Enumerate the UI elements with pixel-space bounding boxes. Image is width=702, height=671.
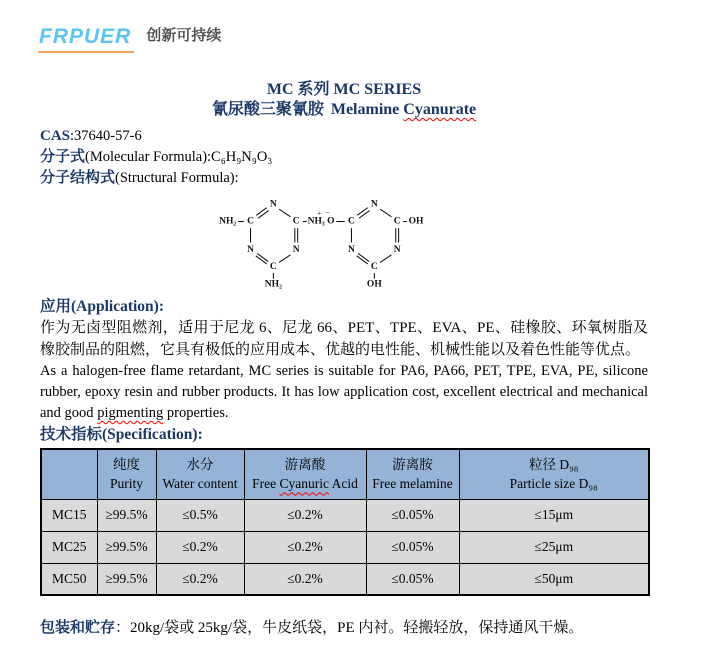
title-block — [40, 80, 648, 120]
table-row — [41, 531, 649, 563]
spec-col-size-cn: 粒径 D₉₈ — [528, 457, 579, 473]
spec-col-acid-en — [245, 474, 366, 493]
spec-col-acid-cn: 游离酸 — [284, 457, 326, 473]
atom-n-icon: N — [269, 199, 277, 210]
application-text-en-part: properties. — [163, 405, 229, 421]
cas-value: :37640-57-6 — [70, 128, 142, 144]
table-row — [41, 499, 649, 531]
atom-nh2-icon: NH₂ — [219, 216, 237, 227]
cell-amine: ≤0.05% — [366, 531, 459, 563]
atom-c-icon: C — [370, 262, 378, 273]
table-row — [41, 563, 649, 595]
spec-col-acid-en-part: Acid — [329, 476, 358, 492]
brand-logo: FRPUER — [38, 25, 134, 53]
packaging-storage-line — [40, 616, 648, 637]
cell-size: ≤25μm — [459, 531, 649, 563]
structural-formula-value: (Structural Formula): — [115, 170, 239, 186]
atom-n-icon: N — [292, 245, 300, 256]
atom-c-icon: C — [292, 216, 300, 227]
cas-line — [40, 126, 648, 147]
specification-heading: 技术指标(Specification): — [40, 426, 203, 443]
structural-formula-line — [40, 168, 648, 189]
spec-col-model-header — [41, 449, 97, 499]
spec-col-purity-en: Purity — [109, 476, 143, 492]
document-body — [40, 80, 648, 637]
cell-acid: ≤0.2% — [244, 531, 366, 563]
spec-col-water-cn: 水分 — [186, 457, 214, 473]
molecular-formula-value: (Molecular Formula):C₆H₉N₉O₃ — [85, 149, 273, 165]
atom-o-icon: O — [327, 216, 335, 227]
molecular-formula-line — [40, 147, 648, 168]
atom-c-icon: C — [247, 216, 254, 227]
cell-size: ≤50μm — [459, 563, 649, 595]
cell-acid: ≤0.2% — [244, 563, 366, 595]
doc-subtitle-en: Melamine — [330, 101, 404, 118]
doc-title: MC 系列 MC SERIES — [266, 81, 422, 98]
cell-size: ≤15μm — [459, 499, 649, 531]
spec-col-water-en: Water content — [162, 476, 238, 492]
spec-col-purity-header — [97, 449, 156, 499]
structural-formula-figure — [212, 192, 648, 294]
doc-subtitle-cn: 氰尿酸三聚氰胺 — [211, 101, 324, 118]
letterhead — [38, 24, 221, 53]
spec-col-acid-header — [244, 449, 366, 499]
cell-model: MC50 — [41, 563, 97, 595]
atom-n-icon: N — [370, 199, 378, 210]
specification-table — [40, 448, 650, 596]
cell-model: MC15 — [41, 499, 97, 531]
atom-c-icon: C — [393, 216, 401, 227]
spec-col-amine-en: Free melamine — [372, 476, 453, 492]
atom-n-icon: N — [393, 245, 401, 256]
spec-col-amine-cn: 游离胺 — [392, 457, 433, 473]
doc-subtitle-en-spellcheck: Cyanurate — [403, 101, 477, 118]
plus-charge-icon: + — [317, 209, 321, 217]
spec-header-row — [41, 449, 649, 499]
chemical-structure-diagram — [212, 192, 430, 292]
spec-col-water-header — [156, 449, 244, 499]
molecular-formula-label: 分子式 — [40, 149, 86, 165]
atom-oh-icon: OH — [366, 279, 382, 290]
product-properties — [40, 126, 648, 189]
cell-water: ≤0.5% — [156, 499, 244, 531]
cell-water: ≤0.2% — [156, 531, 244, 563]
spec-col-size-en: Particle size D₉₈ — [509, 476, 598, 492]
application-text-cn: 作为无卤型阻燃剂，适用于尼龙 6、尼龙 66、PET、TPE、EVA、PE、硅橡胶、环氧树脂及橡胶制品的阻燃，它具有极低的应用成本、优越的电性能、机械性能以及着色性能等优点。 — [40, 320, 648, 358]
cas-label: CAS — [40, 128, 71, 144]
atom-c-icon: C — [348, 216, 355, 227]
atom-n-icon: N — [247, 245, 254, 256]
spec-col-acid-en-spellcheck: Cyanuric — [279, 476, 329, 492]
brand-tagline: 创新可持续 — [146, 27, 222, 44]
atom-oh-icon: OH — [408, 216, 424, 227]
application-text-en — [40, 361, 648, 424]
spec-col-purity-cn: 纯度 — [113, 457, 140, 473]
atom-c-icon: C — [269, 262, 277, 273]
atom-nh2-icon: NH₂ — [264, 279, 282, 290]
cell-purity: ≥99.5% — [97, 531, 156, 563]
packaging-label: 包装和贮存 — [40, 620, 116, 636]
cell-acid: ≤0.2% — [244, 499, 366, 531]
application-heading: 应用(Application): — [40, 298, 165, 315]
cell-amine: ≤0.05% — [366, 499, 459, 531]
spec-col-acid-en-part: Free — [252, 476, 280, 492]
spec-col-size-header — [459, 449, 649, 499]
cell-model: MC25 — [41, 531, 97, 563]
application-text-en-part: As a halogen-free flame retardant, MC series is suitable for PA6, PA66, PET, TPE, EVA, PE, silicone rubber, epoxy resin and rubber products. It has low application cost, excellent electrical and mechanical and good — [40, 363, 648, 421]
doc-subtitle — [40, 100, 648, 120]
application-text-en-spellcheck: pigmenting — [97, 405, 164, 421]
structural-formula-label: 分子结构式 — [40, 170, 116, 186]
minus-charge-icon: − — [325, 209, 330, 217]
spec-col-amine-header — [366, 449, 459, 499]
packaging-text: ：20kg/袋或 25kg/袋，牛皮纸袋，PE 内衬。轻搬轻放，保持通风干燥。 — [115, 620, 584, 636]
cell-water: ≤0.2% — [156, 563, 244, 595]
cell-purity: ≥99.5% — [97, 563, 156, 595]
cell-amine: ≤0.05% — [366, 563, 459, 595]
atom-n-icon: N — [348, 245, 355, 256]
atom-nh3-icon: NH₃ — [307, 216, 325, 227]
cell-purity: ≥99.5% — [97, 499, 156, 531]
